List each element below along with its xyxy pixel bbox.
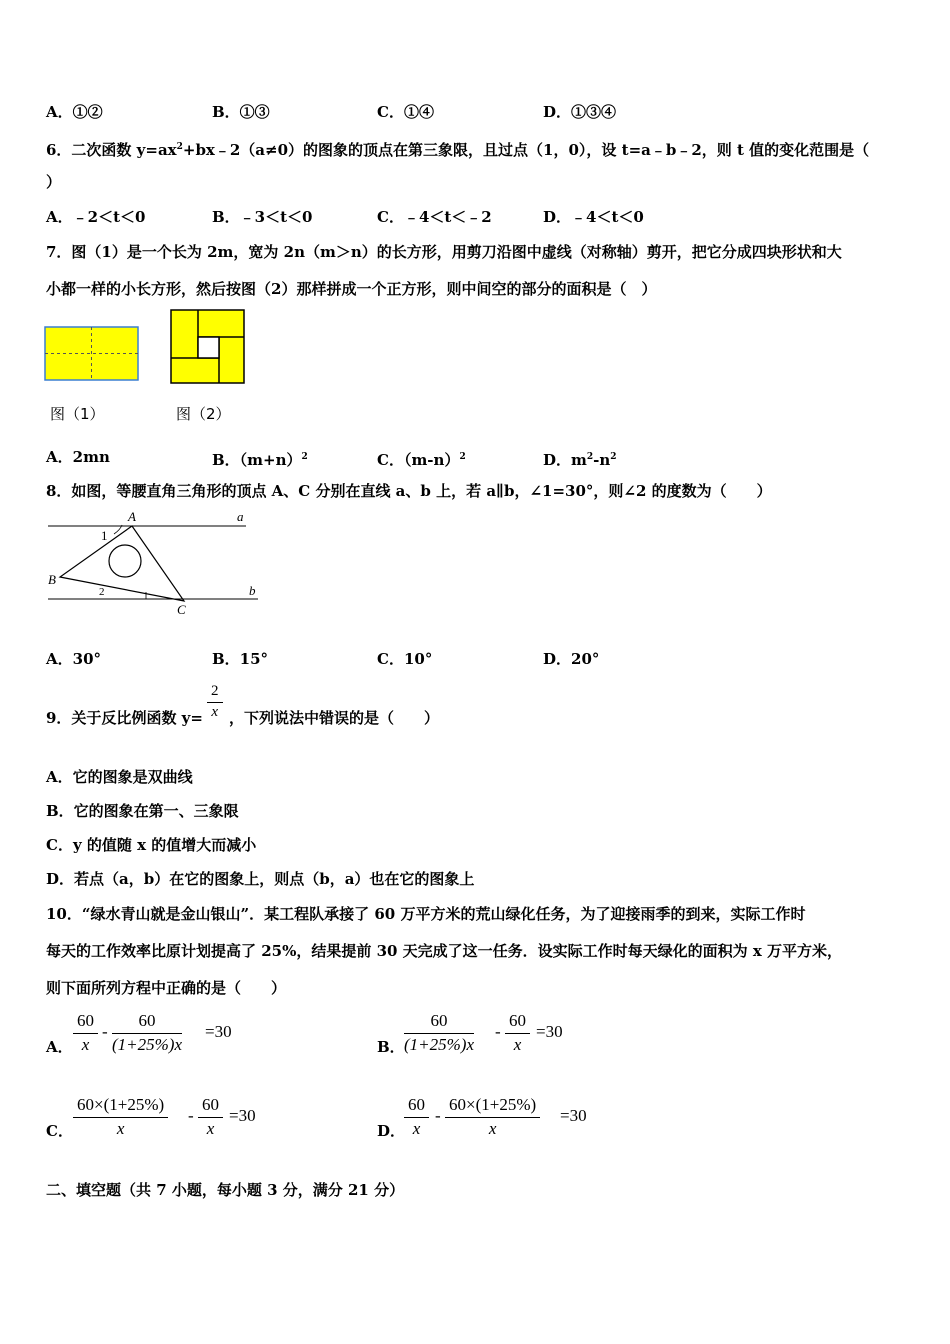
q10-option-a-rhs: =30 xyxy=(205,1022,232,1041)
q8-figure xyxy=(44,508,264,618)
q8-label-angle-1: 1 xyxy=(101,528,108,543)
q6-stem: 6．二次函数 $y=ax^2+bx﹣2(a\ne 0)$的图象的顶点在第三象限，且过点（1，0），设 t=a﹣b﹣2，则 t 值的变化范围是（ xyxy=(46,141,870,159)
q8-option-c: C．10° xyxy=(377,650,433,668)
q8-label-c-vertex: C xyxy=(177,602,186,617)
q10-option-d-frac1: $\frac{60}{x}$ xyxy=(404,1095,429,1139)
q5-option-d: D．①③④ xyxy=(543,103,617,121)
q7-figure-1-caption: 图（1） xyxy=(50,405,105,423)
q9-stem-pre: 9．关于反比例函数 y= xyxy=(46,709,203,727)
q10-option-a-frac2: $\frac{60}{(1+25\%)x}$ xyxy=(112,1011,183,1054)
q8-option-a: A．30° xyxy=(46,650,102,668)
q10-option-d-minus: - xyxy=(435,1106,441,1125)
q7-figure-1-rectangle xyxy=(44,326,140,383)
q10-option-b-label: B． xyxy=(377,1038,405,1056)
q10-option-c-frac2: $\frac{60}{x}$ xyxy=(198,1095,223,1139)
q8-label-line-a: a xyxy=(237,509,244,524)
q10-option-a-frac1: $\frac{60}{x}$ xyxy=(73,1011,98,1055)
q7-option-d: D．$m^2-n^2$ xyxy=(543,451,617,469)
q10-option-c-minus: - xyxy=(188,1106,194,1125)
q10-option-b-rhs: =30 xyxy=(536,1022,563,1041)
q5-option-c: C．①④ xyxy=(377,103,434,121)
q7-stem-line2: 小都一样的小长方形，然后按图（2）那样拼成一个正方形，则中间空的部分的面积是（ ） xyxy=(46,280,657,298)
q8-stem: 8．如图，等腰直角三角形的顶点 A、C 分别在直线 a、b 上，若 a∥b，∠1=30°，则∠2 的度数为（ ） xyxy=(46,482,772,500)
q8-label-b-vertex: B xyxy=(48,572,56,587)
q7-option-b: B．$(m+n)^2$ xyxy=(212,451,308,469)
q9-option-a: A．它的图象是双曲线 xyxy=(46,768,193,786)
q6-option-c: C．﹣4＜t＜﹣2 xyxy=(377,208,492,226)
q5-option-a: A．①② xyxy=(46,103,103,121)
q10-option-d-label: D． xyxy=(377,1122,406,1140)
q5-option-b: B．①③ xyxy=(212,103,270,121)
q10-stem-line2: 每天的工作效率比原计划提高了 25%，结果提前 30 天完成了这一任务．设实际工作时每天绿化的面积为 x 万平方米， xyxy=(46,942,843,960)
q8-label-a-vertex: A xyxy=(128,509,136,524)
q7-option-a: A．2mn xyxy=(46,448,110,466)
q10-stem-line3: 则下面所列方程中正确的是（ ） xyxy=(46,979,287,997)
q10-option-a-label: A． xyxy=(46,1038,73,1056)
q7-option-c: C．$(m-n)^2$ xyxy=(377,451,466,469)
q6-option-b: B．﹣3＜t＜0 xyxy=(212,208,313,226)
q8-label-line-b: b xyxy=(249,583,256,598)
q10-option-c-label: C． xyxy=(46,1122,73,1140)
q7-figure-2-caption: 图（2） xyxy=(176,405,231,423)
q7-figure-2-square xyxy=(170,309,246,385)
q9-stem-post: ，下列说法中错误的是（ ） xyxy=(229,709,440,727)
q8-option-b: B．15° xyxy=(212,650,269,668)
q10-option-b-minus: - xyxy=(495,1022,501,1041)
q6-option-d: D．﹣4＜t＜0 xyxy=(543,208,644,226)
q10-option-c-frac1: $\frac{60\times(1+25\%)}{x}$ xyxy=(73,1095,168,1139)
q10-stem-line1: 10．“绿水青山就是金山银山”．某工程队承接了 60 万平方米的荒山绿化任务，为了迎接雨季的到来，实际工作时 xyxy=(46,905,806,923)
q10-option-b-frac1: $\frac{60}{(1+25\%)x}$ xyxy=(404,1011,475,1054)
q7-stem-line1: 7．图（1）是一个长为 2m，宽为 2n（m＞n）的长方形，用剪刀沿图中虚线（对称轴）剪开，把它分成四块形状和大 xyxy=(46,243,842,261)
q6-stem-close: ） xyxy=(46,173,62,191)
section-2-heading: 二、填空题（共 7 小题，每小题 3 分，满分 21 分） xyxy=(46,1181,405,1199)
q9-fraction: $\frac{2}{x}$ xyxy=(207,683,223,721)
q8-option-d: D．20° xyxy=(543,650,600,668)
q10-option-a-minus: - xyxy=(102,1022,108,1041)
q6-option-a: A．﹣2＜t＜0 xyxy=(46,208,146,226)
q8-label-angle-2: 2 xyxy=(99,586,105,598)
q9-option-c: C．y 的值随 x 的值增大而减小 xyxy=(46,836,257,854)
q9-option-b: B．它的图象在第一、三象限 xyxy=(46,802,239,820)
q10-option-d-frac2: $\frac{60\times(1+25\%)}{x}$ xyxy=(445,1095,540,1139)
q10-option-c-rhs: =30 xyxy=(229,1106,256,1125)
q10-option-b-frac2: $\frac{60}{x}$ xyxy=(505,1011,530,1055)
q10-option-d-rhs: =30 xyxy=(560,1106,587,1125)
q9-option-d: D．若点（a，b）在它的图象上，则点（b，a）也在它的图象上 xyxy=(46,870,475,888)
